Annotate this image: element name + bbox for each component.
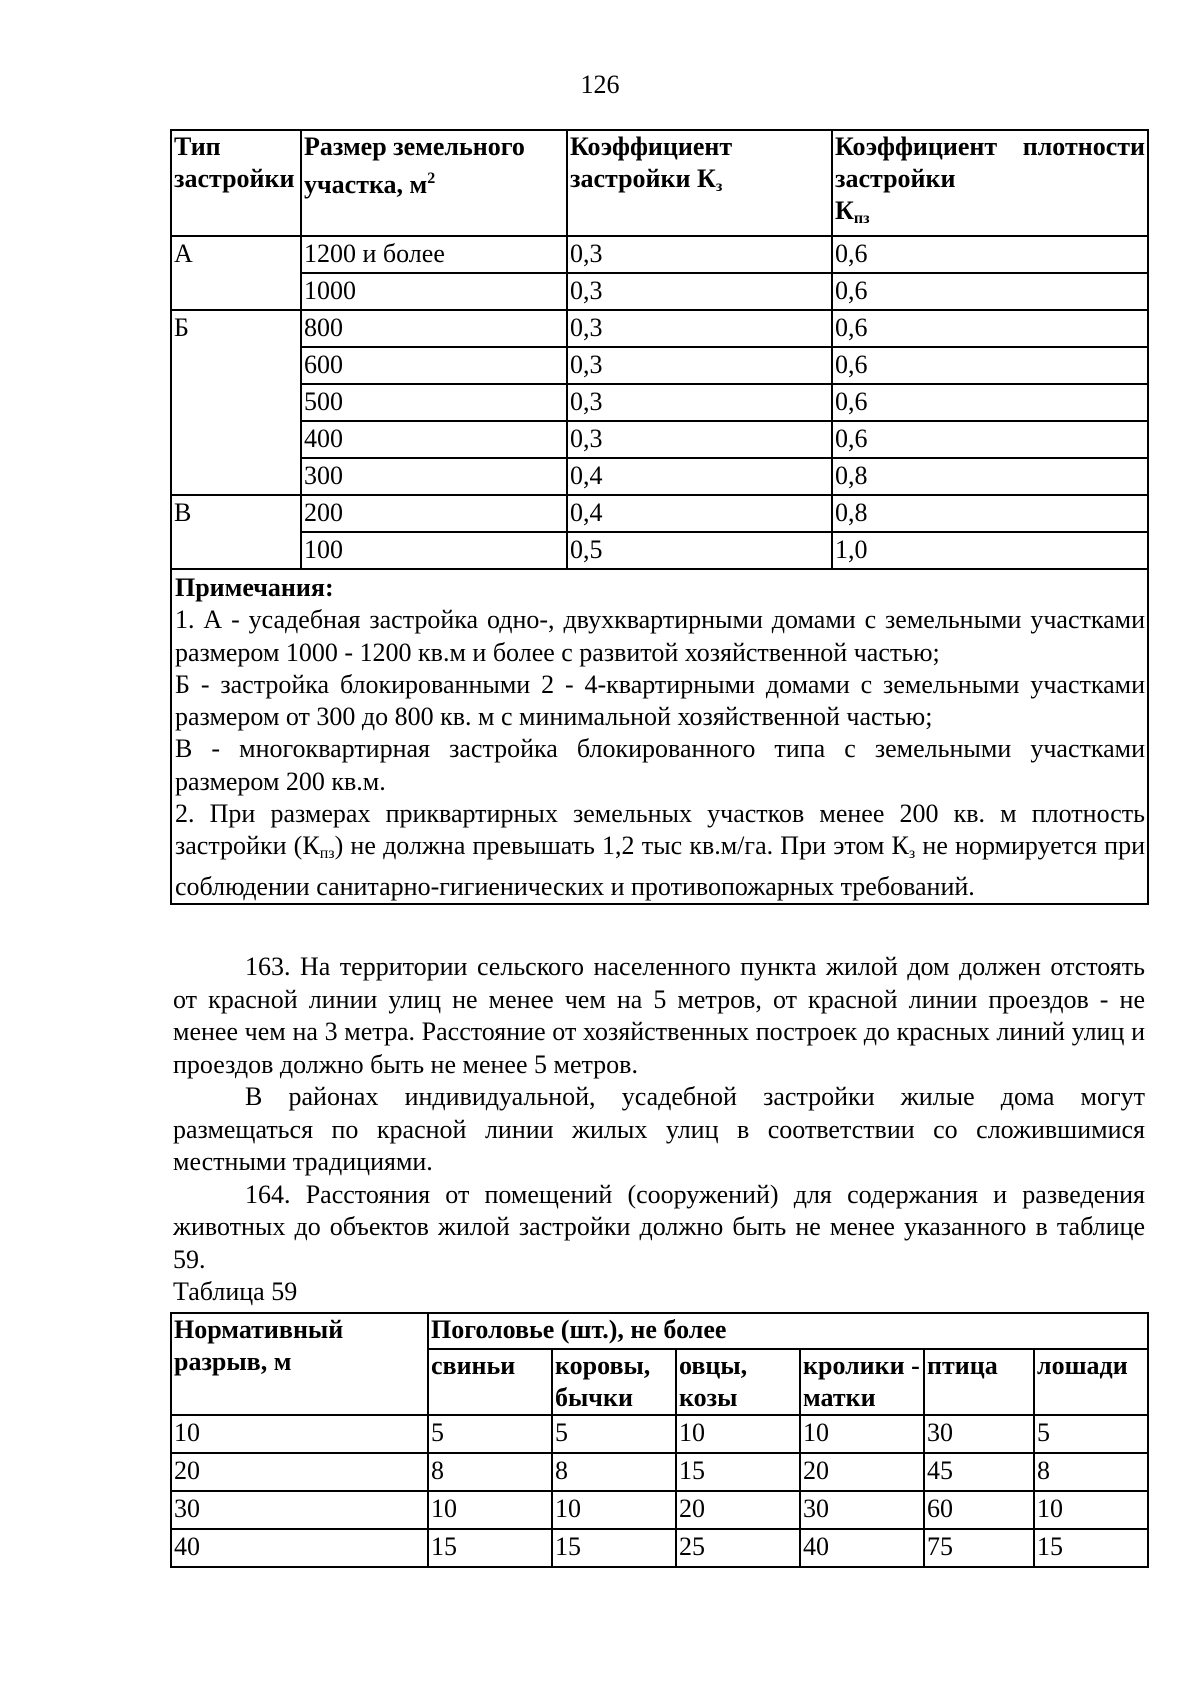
- header-gap: Нормативный разрыв, м: [171, 1313, 428, 1415]
- note-2-part2: ) не должна превышать 1,2 тыс кв.м/га. При этом К: [334, 831, 909, 861]
- rabbits-cell: 30: [800, 1491, 924, 1529]
- kpz-cell: 0,8: [832, 458, 1148, 495]
- gap-cell: 10: [171, 1415, 428, 1453]
- table-header-row: [171, 1313, 1148, 1349]
- table-row: [171, 421, 1148, 458]
- header-poultry: птица: [924, 1349, 1034, 1415]
- paragraph-164: 164. Расстояния от помещений (сооружений) для содержания и разведения животных до объектов жилой застройки должно быть не менее указанного в таблице 59.: [173, 1179, 1145, 1274]
- plot-size-cell: 600: [301, 347, 567, 384]
- header-livestock: Поголовье (шт.), не более: [428, 1313, 1148, 1349]
- type-cell-empty: [171, 273, 301, 310]
- kpz-cell: 0,6: [832, 310, 1148, 347]
- header-rabbits: кролики - матки: [800, 1349, 924, 1415]
- header-sheep: овцы, козы: [676, 1349, 800, 1415]
- poultry-cell: 60: [924, 1491, 1034, 1529]
- header-type: Тип застройки: [171, 130, 301, 236]
- header-horses: лошади: [1034, 1349, 1148, 1415]
- horses-cell: 8: [1034, 1453, 1148, 1491]
- plot-size-cell: 500: [301, 384, 567, 421]
- table-row: [171, 1491, 1148, 1529]
- horses-cell: 15: [1034, 1529, 1148, 1567]
- kz-cell: 0,3: [567, 347, 832, 384]
- header-plot-size-label: Размер земельного участка, м: [304, 132, 525, 199]
- note-1b: Б - застройка блокированными 2 - 4-квартирными домами с земельными участками размером от 300 до 800 кв. м с минимальной хозяйственной частью;: [175, 669, 1145, 732]
- kz-cell: 0,3: [567, 421, 832, 458]
- notes-row: [171, 569, 1148, 904]
- header-kpz-sub: пз: [853, 210, 870, 227]
- table-row: [171, 532, 1148, 569]
- paragraph-163: 163. На территории сельского населенного пункта жилой дом должен отстоять от красной линии улиц не менее чем на 5 метров, от красной линии проездов - не менее чем на 3 метра. Расстояние от хозяйственных построек до красных линий улиц и проездов должно быть не менее 5 метров.: [173, 952, 1145, 1079]
- type-cell: В: [171, 495, 301, 532]
- cows-cell: 8: [552, 1453, 676, 1491]
- note-2-part1: 2. При размерах приквартирных земельных участков менее 200 кв. м плотность застройки (К: [175, 799, 1145, 861]
- type-cell: А: [171, 236, 301, 273]
- header-kz-label: Коэффициент застройки К: [570, 132, 733, 193]
- table-row: [171, 1453, 1148, 1491]
- paragraph-163b: В районах индивидуальной, усадебной застройки жилые дома могут размещаться по красной линии жилых улиц в соответствии со сложившимися местными традициями.: [173, 1082, 1145, 1176]
- rabbits-cell: 40: [800, 1529, 924, 1567]
- plot-size-cell: 1000: [301, 273, 567, 310]
- kz-cell: 0,4: [567, 495, 832, 532]
- gap-cell: 40: [171, 1529, 428, 1567]
- table-row: [171, 236, 1148, 273]
- gap-cell: 30: [171, 1491, 428, 1529]
- gap-cell: 20: [171, 1453, 428, 1491]
- table-row: [171, 310, 1148, 347]
- table-row: [171, 1415, 1148, 1453]
- building-density-table: [170, 129, 1149, 905]
- pigs-cell: 8: [428, 1453, 552, 1491]
- table-row: [171, 458, 1148, 495]
- kpz-cell: 0,6: [832, 421, 1148, 458]
- header-kz-sub: з: [715, 178, 723, 195]
- notes-cell: [171, 569, 1148, 904]
- header-cows: коровы, бычки: [552, 1349, 676, 1415]
- kpz-cell: 0,6: [832, 347, 1148, 384]
- header-plot-size-sup: 2: [427, 170, 436, 187]
- pigs-cell: 5: [428, 1415, 552, 1453]
- kpz-cell: 1,0: [832, 532, 1148, 569]
- poultry-cell: 45: [924, 1453, 1034, 1491]
- notes-title: Примечания:: [175, 573, 334, 602]
- type-cell-empty: [171, 384, 301, 421]
- header-pigs: свиньи: [428, 1349, 552, 1415]
- kpz-cell: 0,6: [832, 384, 1148, 421]
- note-1c: В - многоквартирная застройка блокированного типа с земельными участками размером 200 кв.м.: [175, 734, 1145, 796]
- type-cell-empty: [171, 532, 301, 569]
- table-row: [171, 1529, 1148, 1567]
- kpz-cell: 0,6: [832, 236, 1148, 273]
- note-1a: 1. А - усадебная застройка одно-, двухквартирными домами с земельными участками размером 1000 - 1200 кв.м и более с развитой хозяйственной частью;: [175, 605, 1145, 667]
- livestock-distance-table: [170, 1312, 1149, 1568]
- plot-size-cell: 800: [301, 310, 567, 347]
- cows-cell: 5: [552, 1415, 676, 1453]
- cows-cell: 10: [552, 1491, 676, 1529]
- type-cell-empty: [171, 421, 301, 458]
- note-2-part3: не нормируется при соблюдении санитарно-гигиенических и противопожарных требований.: [175, 831, 1145, 901]
- kpz-cell: 0,6: [832, 273, 1148, 310]
- header-kpz: [832, 130, 1148, 236]
- table-row: [171, 347, 1148, 384]
- horses-cell: 5: [1034, 1415, 1148, 1453]
- table-row: [171, 495, 1148, 532]
- cows-cell: 15: [552, 1529, 676, 1567]
- horses-cell: 10: [1034, 1491, 1148, 1529]
- plot-size-cell: 100: [301, 532, 567, 569]
- note-2-sub1: пз: [319, 845, 335, 863]
- kz-cell: 0,3: [567, 236, 832, 273]
- kz-cell: 0,3: [567, 273, 832, 310]
- rabbits-cell: 20: [800, 1453, 924, 1491]
- plot-size-cell: 300: [301, 458, 567, 495]
- type-cell-empty: [171, 347, 301, 384]
- type-cell: Б: [171, 310, 301, 347]
- kpz-cell: 0,8: [832, 495, 1148, 532]
- sheep-cell: 10: [676, 1415, 800, 1453]
- sheep-cell: 20: [676, 1491, 800, 1529]
- sheep-cell: 15: [676, 1453, 800, 1491]
- header-kz: [567, 130, 832, 236]
- table-row: [171, 384, 1148, 421]
- poultry-cell: 30: [924, 1415, 1034, 1453]
- poultry-cell: 75: [924, 1529, 1034, 1567]
- note-2-sub2: з: [908, 845, 916, 863]
- note-2: [175, 798, 1145, 903]
- plot-size-cell: 1200 и более: [301, 236, 567, 273]
- header-kpz-k: К: [835, 196, 854, 225]
- pigs-cell: 10: [428, 1491, 552, 1529]
- kz-cell: 0,5: [567, 532, 832, 569]
- table-header-row: [171, 130, 1148, 236]
- kz-cell: 0,3: [567, 310, 832, 347]
- header-kpz-label: Коэффициент плотности застройки: [835, 132, 1145, 193]
- type-cell-empty: [171, 458, 301, 495]
- page-number: 126: [580, 70, 620, 99]
- kz-cell: 0,3: [567, 384, 832, 421]
- sheep-cell: 25: [676, 1529, 800, 1567]
- kz-cell: 0,4: [567, 458, 832, 495]
- body-text: [173, 951, 1145, 1309]
- table-caption: Таблица 59: [173, 1277, 298, 1306]
- header-plot-size: [301, 130, 567, 236]
- rabbits-cell: 10: [800, 1415, 924, 1453]
- pigs-cell: 15: [428, 1529, 552, 1567]
- table-row: [171, 273, 1148, 310]
- plot-size-cell: 200: [301, 495, 567, 532]
- plot-size-cell: 400: [301, 421, 567, 458]
